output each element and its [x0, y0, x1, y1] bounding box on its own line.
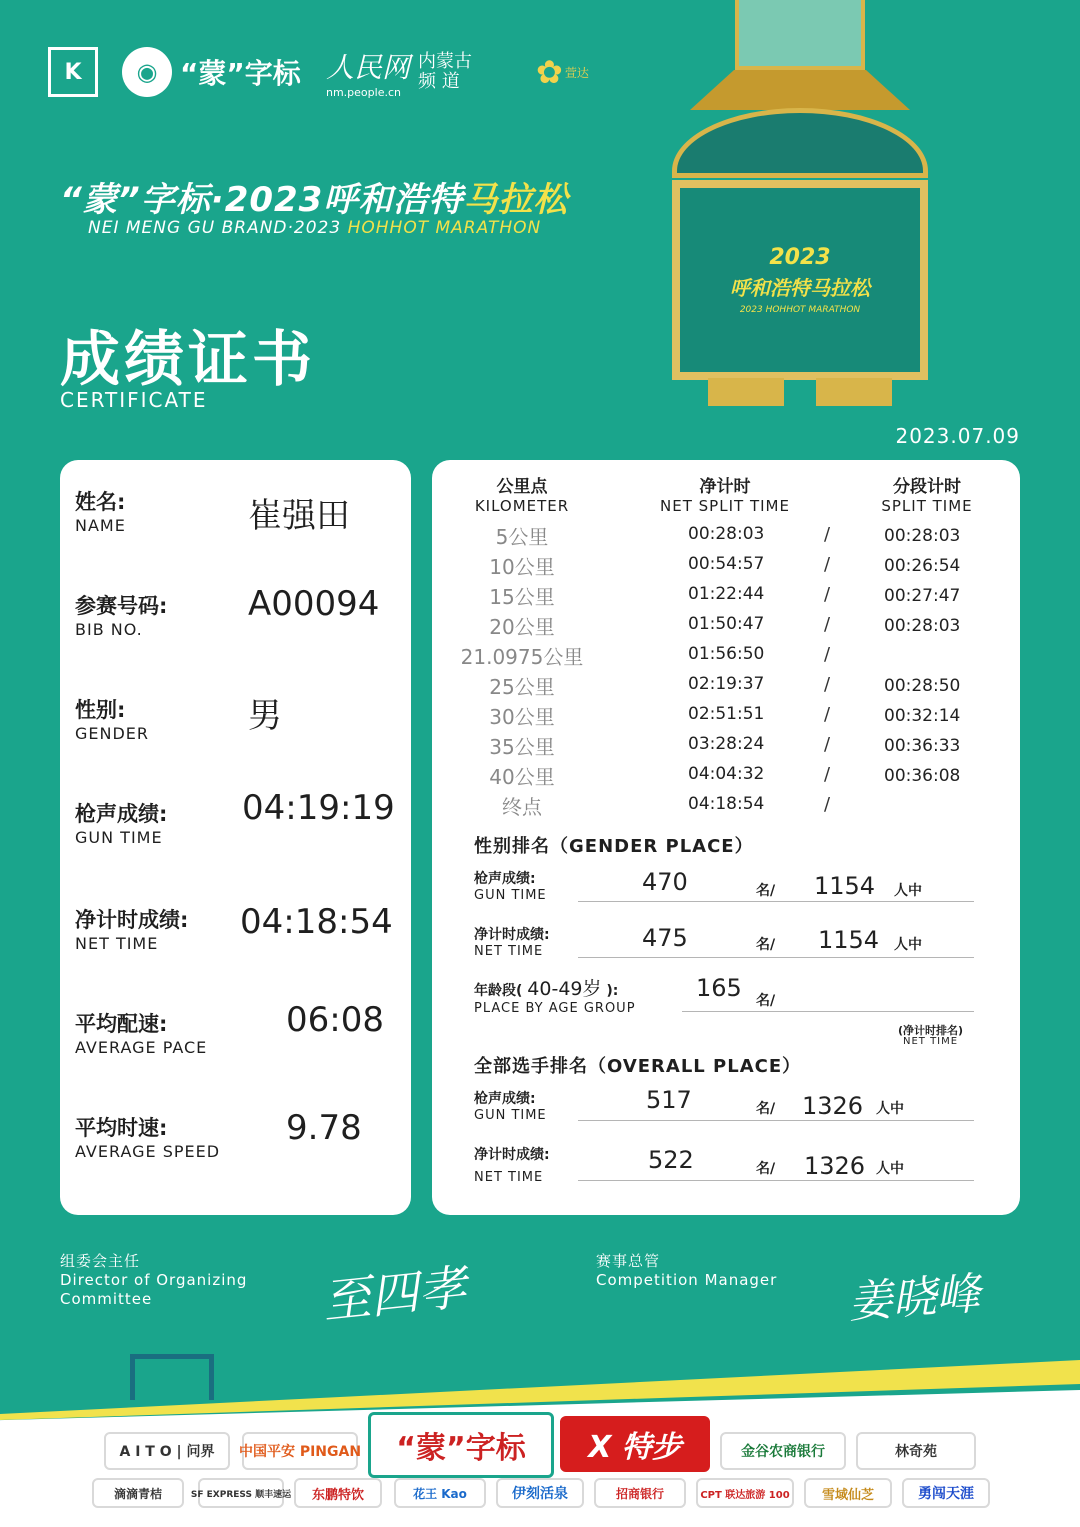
sponsor-jingu-bank: 金谷农商银行: [720, 1432, 846, 1470]
col-header-split: 分段计时 SPLIT TIME: [881, 477, 973, 515]
organizer-logo: [48, 42, 98, 102]
split-separator: /: [824, 554, 831, 575]
split-segment-time: 00:28:03: [884, 616, 961, 636]
mongolia-brand-text: “蒙”字标: [180, 57, 301, 90]
sponsor-linqiyuan: 林奇苑: [856, 1432, 976, 1470]
sponsor-xueyu: 雪域仙芝: [804, 1478, 892, 1508]
sponsor-aito: A I T O | 问界: [104, 1432, 230, 1470]
event-date: 2023.07.09: [895, 424, 1020, 448]
net-time-value: 04:18:54: [240, 902, 393, 942]
xuanda-text: 萱达: [564, 65, 589, 80]
age-group-label: 年龄段( 40-49岁 ): PLACE BY AGE GROUP: [474, 978, 636, 1016]
split-separator: /: [824, 794, 831, 815]
medal-cap: [672, 108, 928, 178]
gender-net-rank: 475: [642, 924, 688, 952]
split-km: 25公里: [489, 675, 555, 699]
pace-value: 06:08: [286, 1000, 384, 1040]
certificate-title-en: CERTIFICATE: [60, 388, 208, 412]
sponsor-cpt: CPT 联达旅游 100: [696, 1478, 794, 1508]
sponsor-sf-express: SF EXPRESS 顺丰速运: [198, 1478, 284, 1508]
col-header-km: 公里点 KILOMETER: [474, 477, 570, 515]
gender-net-label: 净计时成绩: NET TIME: [474, 927, 550, 959]
age-group-unit: 名/: [756, 993, 776, 1009]
split-net-time: 03:28:24: [688, 734, 765, 754]
pace-label: 平均配速: AVERAGE PACE: [75, 1012, 208, 1057]
split-separator: /: [824, 674, 831, 695]
sponsor-yongchuang: 勇闯天涯: [902, 1478, 990, 1508]
split-km: 终点: [502, 795, 542, 819]
bib-number: A00094: [248, 584, 380, 624]
sponsor-pingan: 中国平安 PINGAN: [242, 1432, 358, 1470]
gender-label: 性别: GENDER: [75, 698, 150, 743]
flower-icon: ✿: [536, 53, 563, 91]
speed-label: 平均时速: AVERAGE SPEED: [75, 1116, 221, 1161]
split-km: 30公里: [489, 705, 555, 729]
gun-time-value: 04:19:19: [242, 788, 395, 828]
split-net-time: 01:22:44: [688, 584, 765, 604]
gender-place-title: 性别排名（GENDER PLACE）: [474, 836, 754, 857]
split-separator: /: [824, 584, 831, 605]
split-separator: /: [824, 764, 831, 785]
age-group-rank: 165: [696, 974, 742, 1002]
gender-gun-underline: [578, 901, 974, 902]
mongolia-brand-icon: ◉: [122, 47, 172, 97]
director-label: 组委会主任 Director of Organizing Committee: [60, 1252, 248, 1308]
event-title-cn: “蒙”字标·2023呼和浩特马拉松: [60, 180, 569, 220]
gender-gun-total: 1154: [814, 872, 876, 900]
sponsor-dongpeng: 东鹏特饮: [294, 1478, 382, 1508]
xuanda-logo: [536, 42, 589, 102]
gender-gun-unit-people: 人中: [894, 883, 922, 899]
split-km: 40公里: [489, 765, 555, 789]
sponsor-didi: 滴滴青桔: [92, 1478, 184, 1508]
split-segment-time: 00:36:08: [884, 766, 961, 786]
overall-gun-unit-people: 人中: [876, 1101, 904, 1117]
split-km: 5公里: [495, 525, 549, 549]
overall-net-unit-people: 人中: [876, 1161, 904, 1177]
split-separator: /: [824, 704, 831, 725]
gender-gun-unit-rank: 名/: [756, 883, 776, 899]
overall-net-underline: [578, 1180, 974, 1181]
gender-gun-label: 枪声成绩: GUN TIME: [474, 871, 547, 903]
split-net-time: 01:50:47: [688, 614, 765, 634]
net-time-label: 净计时成绩: NET TIME: [75, 908, 189, 953]
director-signature: 至四孝: [319, 1259, 470, 1331]
sponsor-cmb: 招商银行: [594, 1478, 686, 1508]
col-header-net: 净计时 NET SPLIT TIME: [660, 477, 790, 515]
gender-net-unit-rank: 名/: [756, 937, 776, 953]
medal-ribbon: [735, 0, 865, 70]
split-net-time: 02:51:51: [688, 704, 765, 724]
gun-time-label: 枪声成绩: GUN TIME: [75, 802, 168, 847]
split-separator: /: [824, 644, 831, 665]
runner-gender: 男: [248, 696, 282, 736]
sponsor-kao: 花王 Kao: [394, 1478, 486, 1508]
split-segment-time: 00:32:14: [884, 706, 961, 726]
split-segment-time: 00:26:54: [884, 556, 961, 576]
overall-net-total: 1326: [804, 1152, 866, 1180]
runner-name: 崔强田: [248, 496, 350, 536]
overall-net-unit-rank: 名/: [756, 1161, 776, 1177]
people-net-mark: 人民网: [326, 50, 411, 84]
event-title-en: NEI MENG GU BRAND·2023 HOHHOT MARATHON: [88, 218, 542, 238]
name-label: 姓名: NAME: [75, 490, 126, 535]
gender-net-underline: [578, 957, 974, 958]
split-segment-time: 00:28:50: [884, 676, 961, 696]
medal-year: 2023: [769, 245, 831, 270]
sponsor-xtep: X 特步: [560, 1416, 710, 1472]
split-km: 10公里: [489, 555, 555, 579]
split-km: 21.0975公里: [460, 645, 584, 669]
split-segment-time: 00:28:03: [884, 526, 961, 546]
sponsor-mongolia-brand: “蒙”字标: [368, 1412, 554, 1478]
split-separator: /: [824, 524, 831, 545]
sponsor-yike: 伊刻活泉: [496, 1478, 584, 1508]
split-km: 15公里: [489, 585, 555, 609]
bib-label: 参赛号码: BIB NO.: [75, 594, 168, 639]
age-group-note: (净计时排名) NET TIME: [898, 1024, 964, 1047]
medal-name-cn: 呼和浩特马拉松: [730, 276, 870, 300]
people-net-url: nm.people.cn: [326, 85, 401, 99]
age-group-underline: [682, 1011, 974, 1012]
split-km: 35公里: [489, 735, 555, 759]
split-segment-time: 00:36:33: [884, 736, 961, 756]
overall-gun-rank: 517: [646, 1086, 692, 1114]
split-separator: /: [824, 614, 831, 635]
medal-foot-left: [708, 378, 784, 406]
split-net-time: 04:18:54: [688, 794, 765, 814]
overall-place-title: 全部选手排名（OVERALL PLACE）: [474, 1056, 802, 1077]
results-card: [432, 460, 1020, 1215]
people-net-logo: [326, 42, 478, 102]
split-net-time: 02:19:37: [688, 674, 765, 694]
split-net-time: 00:28:03: [688, 524, 765, 544]
organizer-logo-mark: K: [48, 47, 98, 97]
m-logo-icon: [130, 1354, 214, 1400]
overall-gun-underline: [578, 1120, 974, 1121]
overall-net-rank: 522: [648, 1146, 694, 1174]
overall-gun-total: 1326: [802, 1092, 864, 1120]
split-net-time: 00:54:57: [688, 554, 765, 574]
medal-neck: [690, 70, 910, 110]
speed-value: 9.78: [286, 1108, 362, 1148]
medal-body: [672, 180, 928, 380]
split-net-time: 04:04:32: [688, 764, 765, 784]
manager-signature: 姜晓峰: [846, 1268, 982, 1329]
overall-gun-unit-rank: 名/: [756, 1101, 776, 1117]
gender-net-total: 1154: [818, 926, 880, 954]
split-net-time: 01:56:50: [688, 644, 765, 664]
certificate-title-cn: 成绩证书: [60, 325, 316, 395]
runner-info-card: [60, 460, 411, 1215]
gender-net-unit-people: 人中: [894, 937, 922, 953]
people-net-channel: 内蒙古 频 道: [418, 51, 473, 92]
split-km: 20公里: [489, 615, 555, 639]
split-segment-time: 00:27:47: [884, 586, 961, 606]
manager-label: 赛事总管 Competition Manager: [596, 1252, 778, 1289]
mongolia-brand-logo: [122, 42, 301, 102]
medal-name-en: 2023 HOHHOT MARATHON: [739, 305, 861, 315]
gender-gun-rank: 470: [642, 868, 688, 896]
overall-net-label: 净计时成绩: NET TIME: [474, 1147, 550, 1185]
split-separator: /: [824, 734, 831, 755]
medal-foot-right: [816, 378, 892, 406]
overall-gun-label: 枪声成绩: GUN TIME: [474, 1091, 547, 1123]
